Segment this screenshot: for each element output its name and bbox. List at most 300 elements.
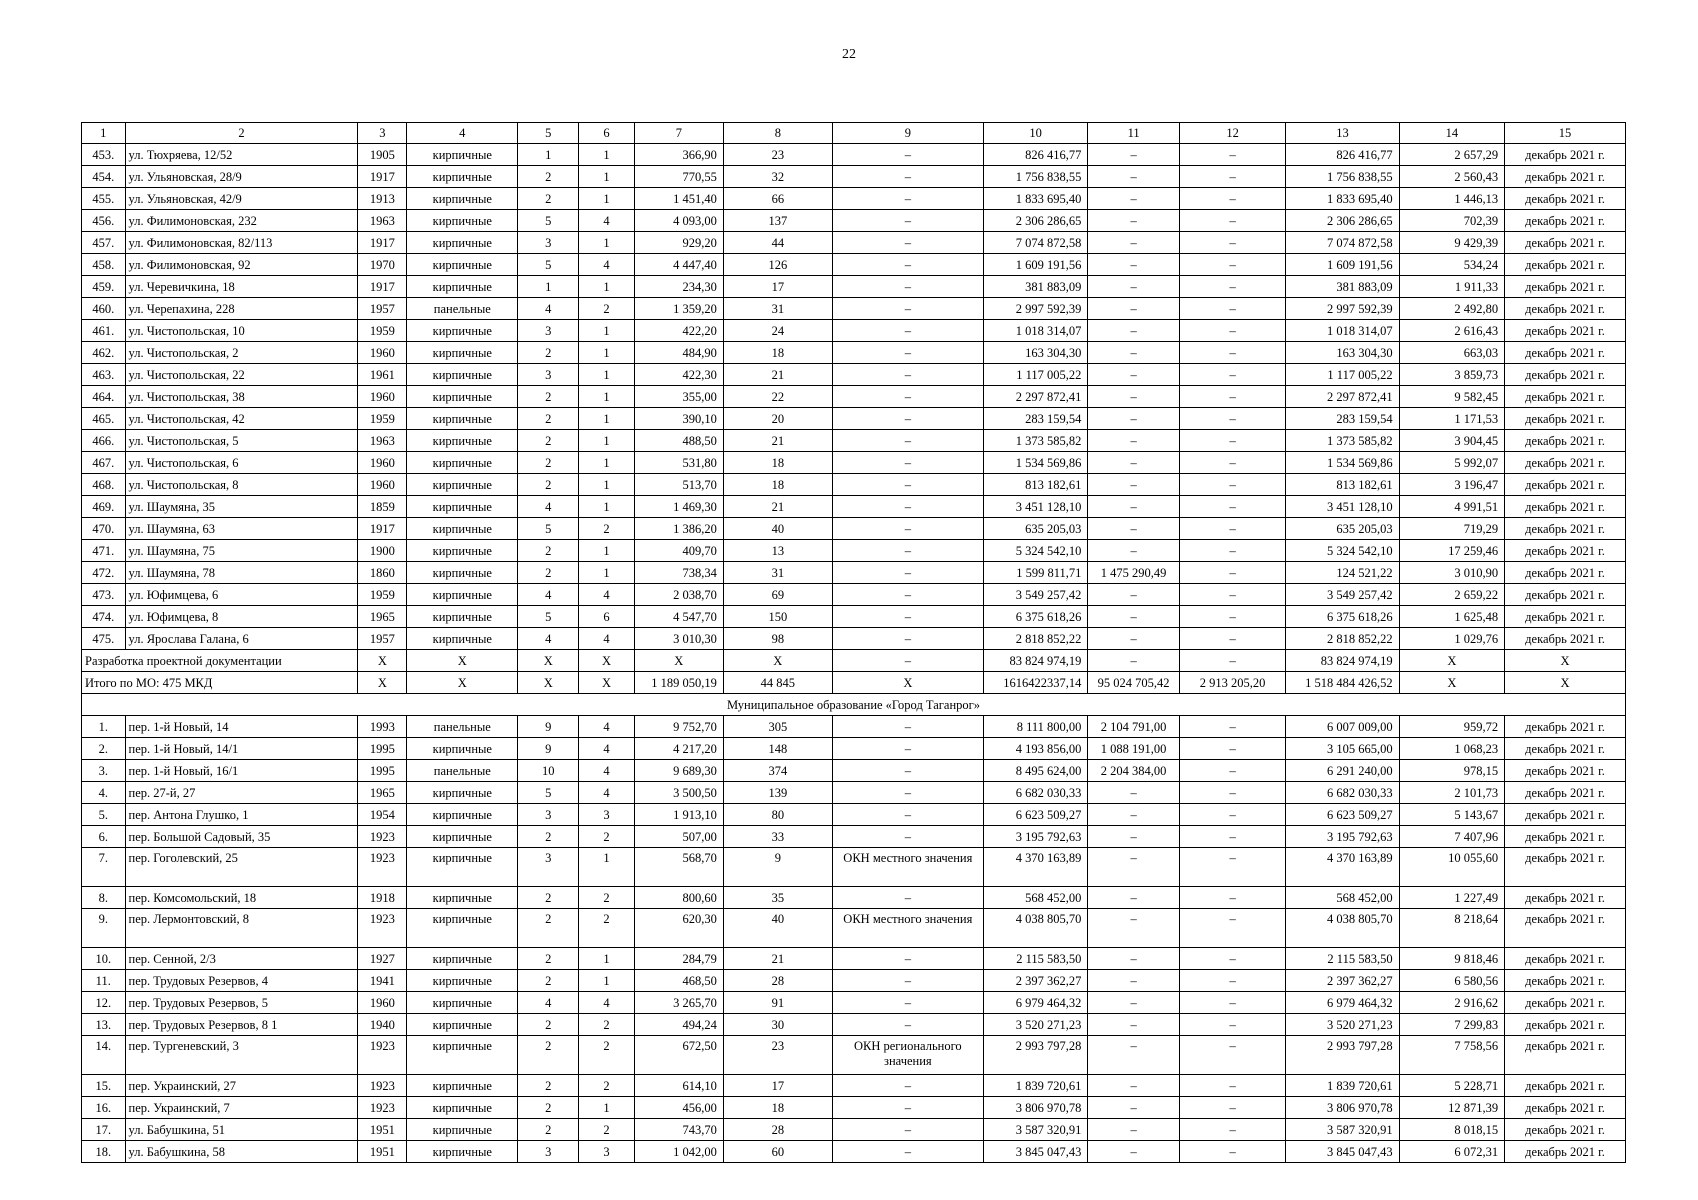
table-row: [82, 804, 1626, 826]
table-cell: 7 758,56: [1399, 1036, 1505, 1075]
table-cell: 2: [579, 887, 634, 909]
table-cell: декабрь 2021 г.: [1505, 386, 1626, 408]
table-row: [82, 430, 1626, 452]
table-cell: 1 227,49: [1399, 887, 1505, 909]
table-cell: кирпичные: [407, 848, 518, 887]
table-row: [82, 562, 1626, 584]
table-cell: –: [1179, 970, 1286, 992]
table-cell: 13.: [82, 1014, 126, 1036]
table-cell: ул. Ярослава Галана, 6: [125, 628, 358, 650]
table-cell: –: [1088, 474, 1179, 496]
table-cell: –: [1179, 1036, 1286, 1075]
table-row: [82, 782, 1626, 804]
table-cell: 60: [723, 1141, 832, 1163]
table-cell: 1: [579, 540, 634, 562]
table-cell: 1: [579, 276, 634, 298]
table-cell: 4: [518, 584, 579, 606]
table-cell: 2 997 592,39: [983, 298, 1087, 320]
table-cell: –: [1179, 188, 1286, 210]
table-cell: –: [1179, 430, 1286, 452]
table-cell: декабрь 2021 г.: [1505, 606, 1626, 628]
table-row: [82, 1119, 1626, 1141]
table-cell: 21: [723, 496, 832, 518]
table-cell: 1923: [358, 1075, 407, 1097]
table-cell: 21: [723, 430, 832, 452]
table-cell: 7.: [82, 848, 126, 887]
table-cell: 1961: [358, 364, 407, 386]
table-cell: –: [1088, 887, 1179, 909]
table-cell: 1.: [82, 716, 126, 738]
table-cell: ул. Бабушкина, 51: [125, 1119, 358, 1141]
table-cell: 2: [518, 430, 579, 452]
table-cell: 2 306 286,65: [1286, 210, 1399, 232]
table-cell: 461.: [82, 320, 126, 342]
table-cell: –: [1179, 408, 1286, 430]
table-cell: 31: [723, 298, 832, 320]
table-cell: 3 195 792,63: [983, 826, 1087, 848]
table-cell: –: [1179, 628, 1286, 650]
table-cell: X: [832, 672, 983, 694]
table-cell: 457.: [82, 232, 126, 254]
table-cell: 1957: [358, 628, 407, 650]
table-cell: 1 068,23: [1399, 738, 1505, 760]
table-cell: 3 520 271,23: [983, 1014, 1087, 1036]
table-cell: X: [407, 650, 518, 672]
table-cell: 1960: [358, 342, 407, 364]
column-header: 12: [1179, 123, 1286, 144]
table-cell: 474.: [82, 606, 126, 628]
table-cell: 1: [579, 948, 634, 970]
table-cell: 4 193 856,00: [983, 738, 1087, 760]
table-cell: ОКН регионального значения: [832, 1036, 983, 1075]
table-cell: 1 451,40: [634, 188, 723, 210]
table-cell: декабрь 2021 г.: [1505, 628, 1626, 650]
table-cell: 422,30: [634, 364, 723, 386]
table-cell: –: [832, 584, 983, 606]
table-cell: –: [1179, 474, 1286, 496]
table-cell: –: [1179, 909, 1286, 948]
table-cell: 366,90: [634, 144, 723, 166]
table-cell: 13: [723, 540, 832, 562]
table-cell: 2: [518, 166, 579, 188]
housing-register-table: [81, 122, 1626, 1163]
table-cell: 1 117 005,22: [983, 364, 1087, 386]
table-cell: 5 143,67: [1399, 804, 1505, 826]
table-cell: 284,79: [634, 948, 723, 970]
design-docs-label: Разработка проектной документации: [82, 650, 358, 672]
table-cell: 1: [579, 320, 634, 342]
column-header: 2: [125, 123, 358, 144]
table-cell: 6 682 030,33: [1286, 782, 1399, 804]
table-cell: декабрь 2021 г.: [1505, 166, 1626, 188]
table-cell: 6 375 618,26: [983, 606, 1087, 628]
table-row: [82, 1141, 1626, 1163]
table-cell: 1 359,20: [634, 298, 723, 320]
table-row: [82, 1014, 1626, 1036]
table-cell: 148: [723, 738, 832, 760]
table-cell: декабрь 2021 г.: [1505, 970, 1626, 992]
table-cell: 3: [518, 320, 579, 342]
table-cell: 826 416,77: [1286, 144, 1399, 166]
table-cell: –: [1179, 887, 1286, 909]
table-cell: 4.: [82, 782, 126, 804]
table-cell: –: [1179, 1141, 1286, 1163]
table-cell: 2: [579, 298, 634, 320]
table-cell: 1905: [358, 144, 407, 166]
table-cell: 1960: [358, 452, 407, 474]
table-cell: X: [358, 650, 407, 672]
table-cell: –: [1088, 276, 1179, 298]
table-cell: 2 397 362,27: [1286, 970, 1399, 992]
table-cell: 30: [723, 1014, 832, 1036]
table-cell: кирпичные: [407, 496, 518, 518]
table-cell: –: [1179, 848, 1286, 887]
table-cell: 1917: [358, 166, 407, 188]
table-cell: 66: [723, 188, 832, 210]
table-cell: –: [1088, 298, 1179, 320]
table-row: [82, 408, 1626, 430]
table-cell: 1 518 484 426,52: [1286, 672, 1399, 694]
table-cell: кирпичные: [407, 210, 518, 232]
table-cell: –: [1088, 1075, 1179, 1097]
table-cell: X: [634, 650, 723, 672]
table-cell: пер. Трудовых Резервов, 8 1: [125, 1014, 358, 1036]
table-cell: –: [832, 1075, 983, 1097]
table-row: [82, 474, 1626, 496]
table-cell: ул. Чистопольская, 10: [125, 320, 358, 342]
table-cell: пер. 1-й Новый, 16/1: [125, 760, 358, 782]
table-cell: 9: [723, 848, 832, 887]
table-cell: пер. Лермонтовский, 8: [125, 909, 358, 948]
table-cell: кирпичные: [407, 970, 518, 992]
table-cell: декабрь 2021 г.: [1505, 188, 1626, 210]
table-cell: –: [1179, 826, 1286, 848]
table-cell: 1963: [358, 430, 407, 452]
table-cell: 17: [723, 276, 832, 298]
column-header: 7: [634, 123, 723, 144]
table-row: [82, 628, 1626, 650]
table-cell: 2: [579, 518, 634, 540]
table-cell: –: [1088, 782, 1179, 804]
table-cell: 18: [723, 342, 832, 364]
table-cell: декабрь 2021 г.: [1505, 540, 1626, 562]
table-cell: 8 218,64: [1399, 909, 1505, 948]
table-row: [82, 540, 1626, 562]
table-cell: 4 447,40: [634, 254, 723, 276]
table-row: [82, 992, 1626, 1014]
table-cell: 5 324 542,10: [983, 540, 1087, 562]
table-cell: –: [1179, 518, 1286, 540]
table-cell: ул. Филимоновская, 232: [125, 210, 358, 232]
table-cell: 2: [518, 408, 579, 430]
table-cell: 1940: [358, 1014, 407, 1036]
table-cell: 470.: [82, 518, 126, 540]
table-cell: 6 375 618,26: [1286, 606, 1399, 628]
table-cell: 484,90: [634, 342, 723, 364]
table-cell: 1 386,20: [634, 518, 723, 540]
table-cell: ул. Шаумяна, 63: [125, 518, 358, 540]
header-row: [82, 123, 1626, 144]
table-cell: 6: [579, 606, 634, 628]
table-cell: 35: [723, 887, 832, 909]
table-cell: кирпичные: [407, 1119, 518, 1141]
table-cell: 663,03: [1399, 342, 1505, 364]
table-cell: ул. Черепахина, 228: [125, 298, 358, 320]
table-cell: 9 689,30: [634, 760, 723, 782]
table-cell: пер. Антона Глушко, 1: [125, 804, 358, 826]
table-cell: 9.: [82, 909, 126, 948]
table-cell: –: [832, 738, 983, 760]
table-cell: 28: [723, 970, 832, 992]
table-cell: –: [1179, 364, 1286, 386]
table-cell: 1923: [358, 1097, 407, 1119]
table-cell: 3: [518, 848, 579, 887]
table-cell: 2: [579, 1119, 634, 1141]
table-row: [82, 320, 1626, 342]
column-header: 6: [579, 123, 634, 144]
table-cell: 126: [723, 254, 832, 276]
table-cell: 472.: [82, 562, 126, 584]
table-cell: 283 159,54: [983, 408, 1087, 430]
table-cell: 2 993 797,28: [983, 1036, 1087, 1075]
table-cell: панельные: [407, 760, 518, 782]
table-cell: кирпичные: [407, 1141, 518, 1163]
table-cell: –: [1179, 760, 1286, 782]
table-cell: 98: [723, 628, 832, 650]
table-cell: декабрь 2021 г.: [1505, 408, 1626, 430]
table-cell: –: [832, 298, 983, 320]
table-cell: 2 659,22: [1399, 584, 1505, 606]
table-cell: –: [832, 320, 983, 342]
table-cell: 9 429,39: [1399, 232, 1505, 254]
table-cell: 1: [579, 562, 634, 584]
table-cell: 1: [579, 496, 634, 518]
table-cell: 2: [518, 826, 579, 848]
table-cell: 4 093,00: [634, 210, 723, 232]
table-cell: 4 547,70: [634, 606, 723, 628]
table-cell: 139: [723, 782, 832, 804]
table-cell: 5 992,07: [1399, 452, 1505, 474]
table-cell: ОКН местного значения: [832, 909, 983, 948]
table-cell: –: [1088, 1141, 1179, 1163]
table-cell: 2: [579, 1075, 634, 1097]
table-cell: 9 752,70: [634, 716, 723, 738]
table-cell: 10.: [82, 948, 126, 970]
table-cell: 1: [579, 474, 634, 496]
table-row: [82, 970, 1626, 992]
table-cell: –: [832, 1119, 983, 1141]
table-cell: 2: [579, 909, 634, 948]
table-row: [82, 342, 1626, 364]
table-cell: 9: [518, 738, 579, 760]
table-cell: 2 038,70: [634, 584, 723, 606]
table-cell: 1957: [358, 298, 407, 320]
table-cell: пер. Тургеневский, 3: [125, 1036, 358, 1075]
table-cell: 1 373 585,82: [1286, 430, 1399, 452]
table-cell: X: [518, 650, 579, 672]
table-cell: 620,30: [634, 909, 723, 948]
table-cell: 468,50: [634, 970, 723, 992]
table-cell: кирпичные: [407, 887, 518, 909]
table-row: [82, 144, 1626, 166]
table-cell: ул. Юфимцева, 6: [125, 584, 358, 606]
table-cell: 31: [723, 562, 832, 584]
table-cell: 1941: [358, 970, 407, 992]
table-cell: 2 397 362,27: [983, 970, 1087, 992]
table-cell: –: [1088, 452, 1179, 474]
table-cell: –: [832, 606, 983, 628]
table-cell: 1 839 720,61: [1286, 1075, 1399, 1097]
table-cell: кирпичные: [407, 452, 518, 474]
table-cell: 1 625,48: [1399, 606, 1505, 628]
table-cell: кирпичные: [407, 386, 518, 408]
table-cell: 1 534 569,86: [1286, 452, 1399, 474]
table-cell: 3 010,90: [1399, 562, 1505, 584]
table-cell: 635 205,03: [1286, 518, 1399, 540]
table-cell: декабрь 2021 г.: [1505, 144, 1626, 166]
table-cell: 91: [723, 992, 832, 1014]
table-cell: 462.: [82, 342, 126, 364]
table-row: [82, 848, 1626, 887]
table-cell: кирпичные: [407, 584, 518, 606]
table-cell: –: [1179, 540, 1286, 562]
table-cell: 6 623 509,27: [983, 804, 1087, 826]
table-cell: 1960: [358, 992, 407, 1014]
table-cell: 1 029,76: [1399, 628, 1505, 650]
table-cell: 813 182,61: [1286, 474, 1399, 496]
table-cell: 1: [518, 276, 579, 298]
table-cell: –: [832, 1014, 983, 1036]
table-cell: 1 189 050,19: [634, 672, 723, 694]
table-cell: 1917: [358, 518, 407, 540]
table-cell: ул. Тюхряева, 12/52: [125, 144, 358, 166]
table-cell: 1 171,53: [1399, 408, 1505, 430]
table-cell: 2 997 592,39: [1286, 298, 1399, 320]
table-cell: 5 324 542,10: [1286, 540, 1399, 562]
table-row: [82, 452, 1626, 474]
table-cell: пер. Гоголевский, 25: [125, 848, 358, 887]
table-cell: 4: [518, 628, 579, 650]
table-cell: –: [832, 1097, 983, 1119]
table-cell: –: [832, 887, 983, 909]
table-cell: –: [1088, 496, 1179, 518]
table-cell: 494,24: [634, 1014, 723, 1036]
table-cell: –: [832, 430, 983, 452]
table-cell: декабрь 2021 г.: [1505, 804, 1626, 826]
table-cell: 8 495 624,00: [983, 760, 1087, 782]
table-cell: 3.: [82, 760, 126, 782]
table-cell: кирпичные: [407, 948, 518, 970]
table-cell: –: [1088, 232, 1179, 254]
table-cell: 12 871,39: [1399, 1097, 1505, 1119]
table-cell: пер. Украинский, 27: [125, 1075, 358, 1097]
table-cell: ул. Чистопольская, 42: [125, 408, 358, 430]
table-cell: –: [832, 716, 983, 738]
table-cell: 3 859,73: [1399, 364, 1505, 386]
table-cell: ул. Юфимцева, 8: [125, 606, 358, 628]
table-row: [82, 166, 1626, 188]
table-cell: 40: [723, 909, 832, 948]
table-cell: ул. Чистопольская, 5: [125, 430, 358, 452]
table-cell: 3 010,30: [634, 628, 723, 650]
table-cell: –: [1179, 342, 1286, 364]
table-cell: 11.: [82, 970, 126, 992]
total-label: Итого по МО: 475 МКД: [82, 672, 358, 694]
table-cell: 9: [518, 716, 579, 738]
table-cell: –: [1088, 364, 1179, 386]
table-cell: –: [832, 992, 983, 1014]
table-cell: 3: [579, 804, 634, 826]
table-cell: 8 111 800,00: [983, 716, 1087, 738]
table-cell: кирпичные: [407, 254, 518, 276]
table-cell: 9 582,45: [1399, 386, 1505, 408]
table-cell: 1959: [358, 584, 407, 606]
table-cell: 3 500,50: [634, 782, 723, 804]
column-header: 10: [983, 123, 1087, 144]
table-cell: 1: [579, 430, 634, 452]
table-cell: 568,70: [634, 848, 723, 887]
table-cell: –: [832, 210, 983, 232]
table-cell: 2.: [82, 738, 126, 760]
table-cell: 469.: [82, 496, 126, 518]
table-cell: –: [1088, 210, 1179, 232]
table-cell: 18: [723, 452, 832, 474]
table-cell: 15.: [82, 1075, 126, 1097]
table-cell: 4: [579, 760, 634, 782]
table-row: [82, 716, 1626, 738]
table-cell: –: [832, 782, 983, 804]
table-cell: 7 407,96: [1399, 826, 1505, 848]
table-row: [82, 232, 1626, 254]
table-cell: 5: [518, 210, 579, 232]
table-cell: 2: [518, 970, 579, 992]
table-cell: 234,30: [634, 276, 723, 298]
table-row: [82, 1036, 1626, 1075]
table-cell: 1 756 838,55: [983, 166, 1087, 188]
table-cell: 2: [518, 1036, 579, 1075]
table-cell: пер. 1-й Новый, 14: [125, 716, 358, 738]
table-cell: декабрь 2021 г.: [1505, 254, 1626, 276]
table-cell: –: [832, 188, 983, 210]
table-cell: –: [832, 1141, 983, 1163]
table-cell: X: [358, 672, 407, 694]
table-cell: –: [832, 948, 983, 970]
table-cell: 1959: [358, 408, 407, 430]
table-cell: 460.: [82, 298, 126, 320]
table-cell: 4: [579, 584, 634, 606]
table-cell: декабрь 2021 г.: [1505, 276, 1626, 298]
table-cell: 17: [723, 1075, 832, 1097]
table-cell: –: [832, 144, 983, 166]
table-cell: декабрь 2021 г.: [1505, 1036, 1626, 1075]
table-cell: 959,72: [1399, 716, 1505, 738]
page-number: 22: [842, 47, 856, 62]
table-cell: –: [1088, 188, 1179, 210]
table-cell: 4: [579, 628, 634, 650]
table-cell: –: [1179, 948, 1286, 970]
table-cell: декабрь 2021 г.: [1505, 364, 1626, 386]
table-cell: 3: [518, 1141, 579, 1163]
table-cell: 4 038 805,70: [1286, 909, 1399, 948]
table-cell: –: [1088, 540, 1179, 562]
table-cell: панельные: [407, 298, 518, 320]
table-cell: 1 373 585,82: [983, 430, 1087, 452]
table-cell: 978,15: [1399, 760, 1505, 782]
table-cell: –: [832, 452, 983, 474]
design-docs-row: [82, 650, 1626, 672]
table-cell: декабрь 2021 г.: [1505, 1075, 1626, 1097]
table-cell: –: [832, 562, 983, 584]
